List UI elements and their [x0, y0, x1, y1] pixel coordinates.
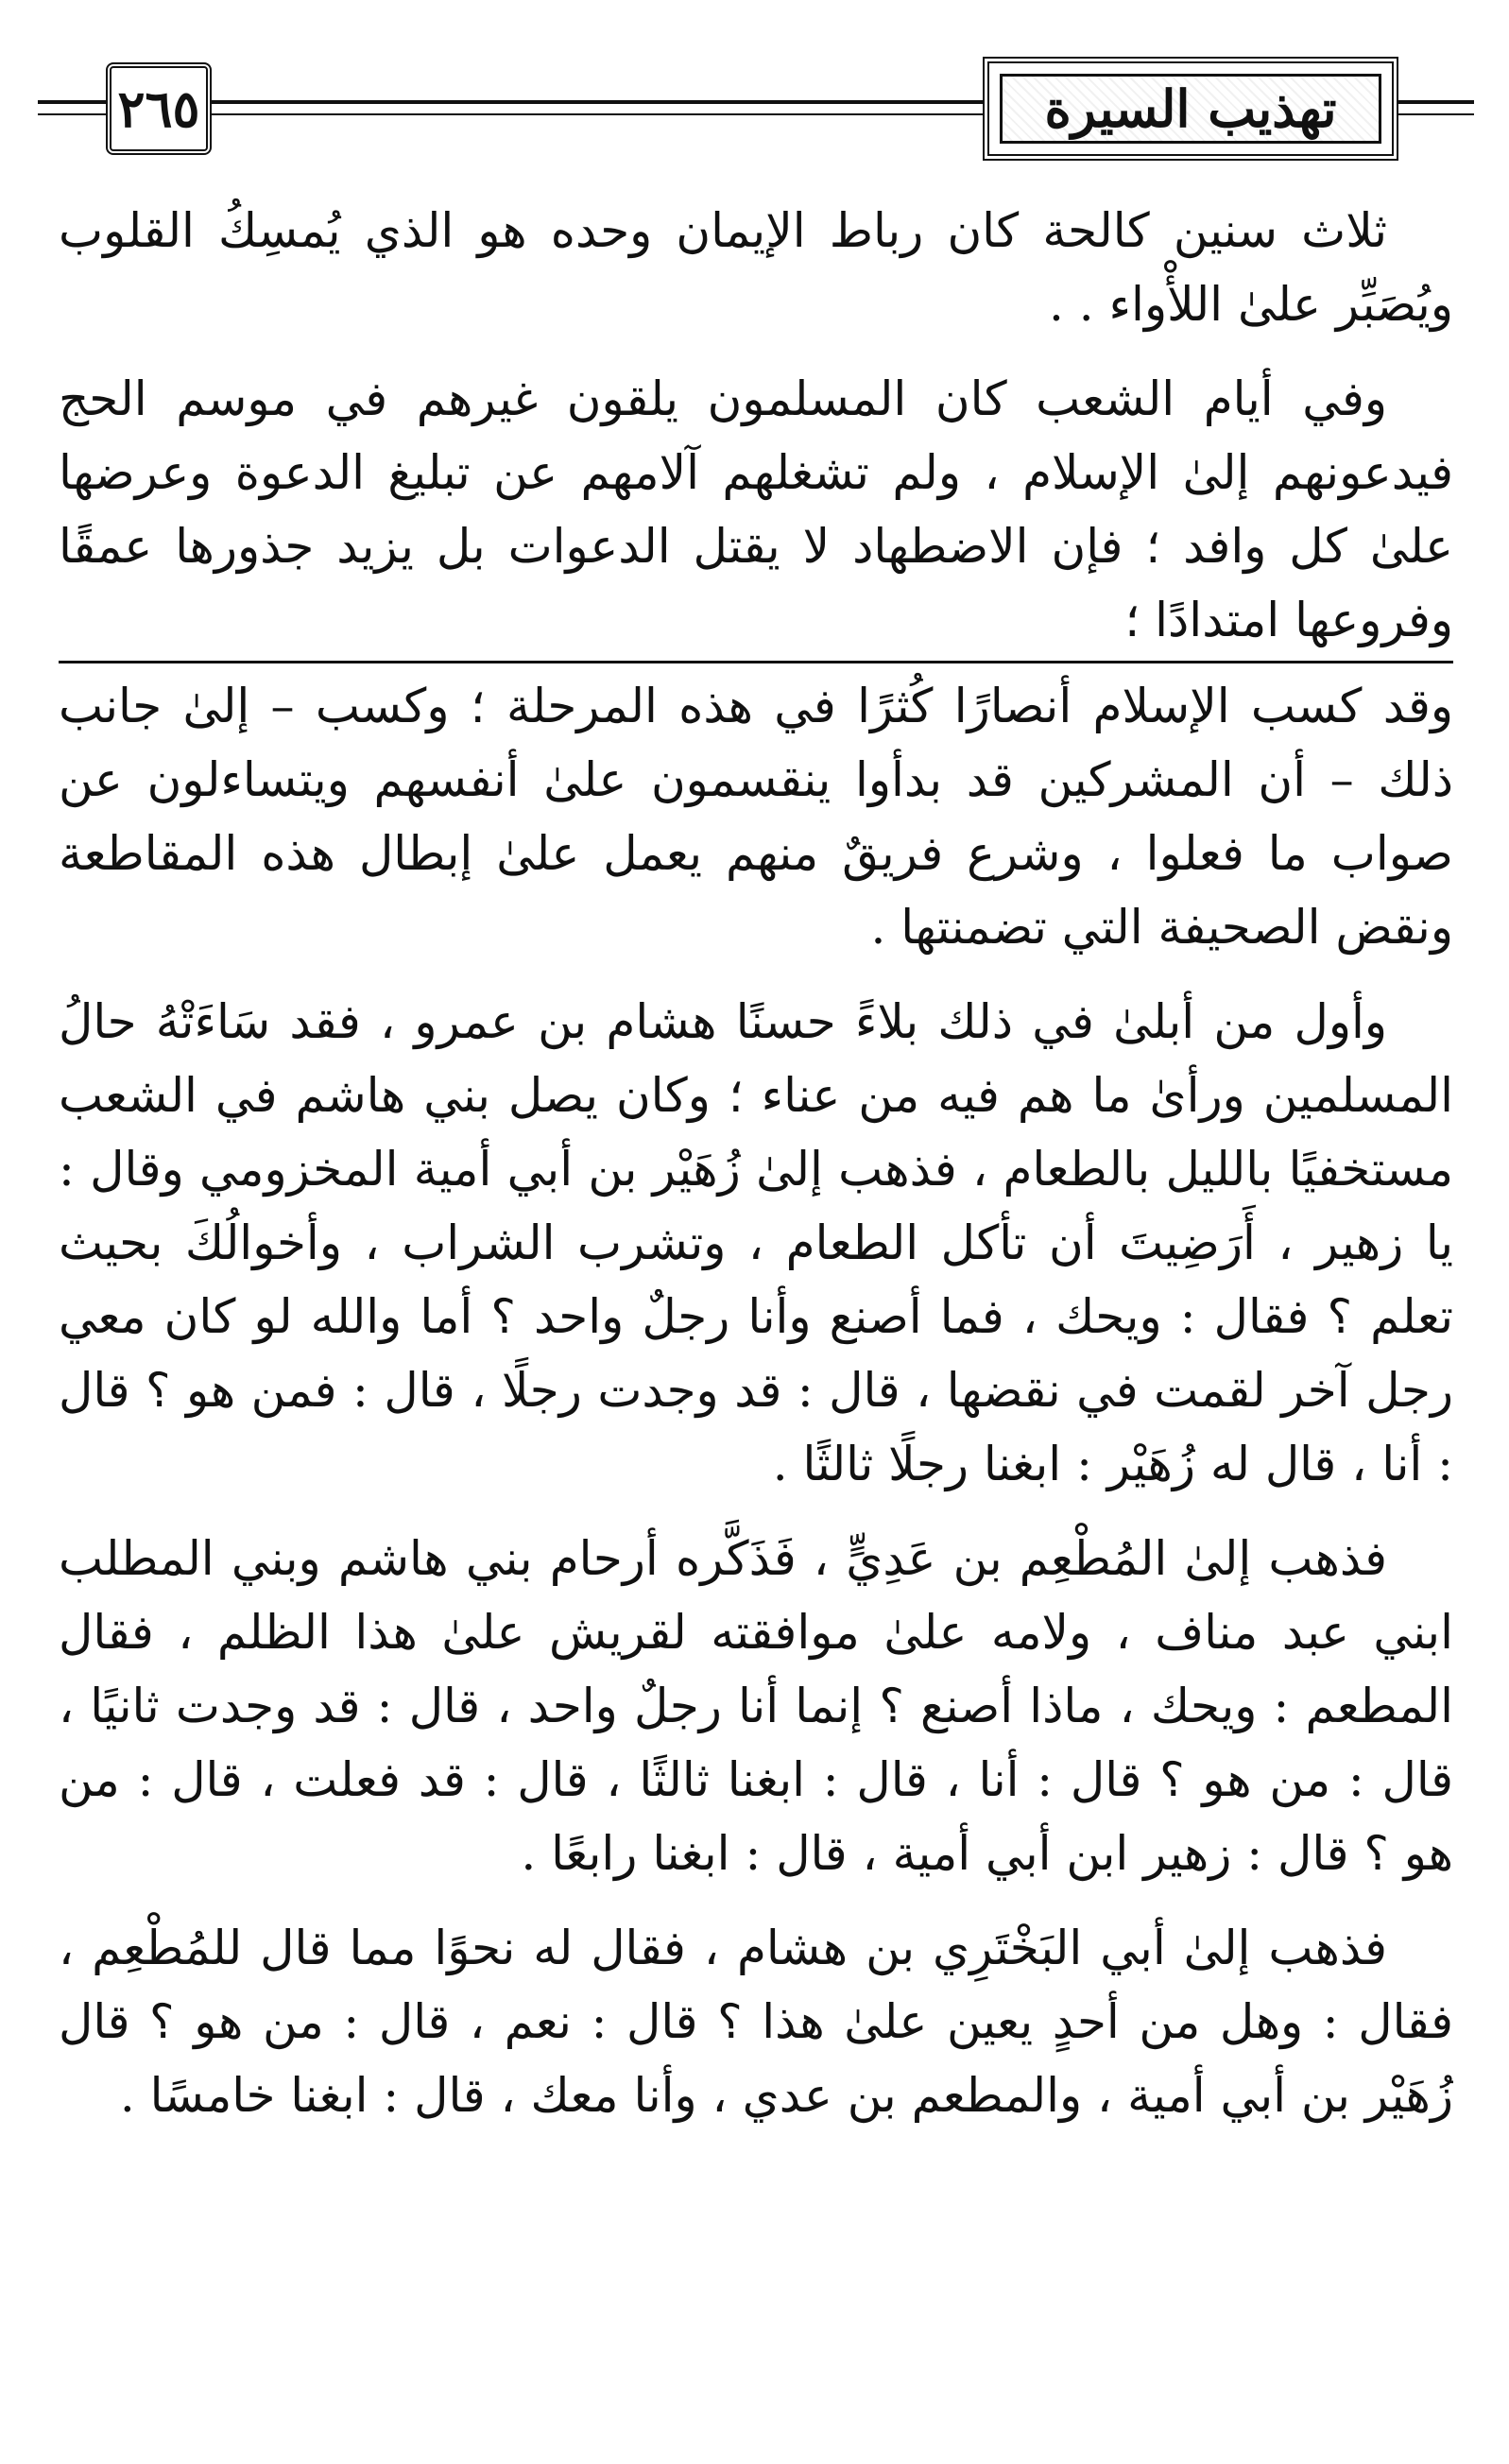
book-title-frame	[983, 57, 1398, 161]
page-number-badge	[106, 62, 212, 155]
paragraph-1: ثلاث سنين كالحة كان رباط الإيمان وحده هو الذي يُمسِكُ القلوب ويُصَبِّر علىٰ اللأْواء . .	[59, 203, 1453, 332]
paragraph-3: وقد كسب الإسلام أنصارًا كُثرًا في هذه المرحلة ؛ وكسب – إلىٰ جانب ذلك – أن المشركين قد بدأوا ينقسمون علىٰ أنفسهم ويتساءلون عن صواب ما فعلوا ، وشرع فريقٌ منهم يعمل علىٰ إبطال هذه المقاطعة ونقض الصحيفة التي تضمنتها .	[59, 679, 1453, 955]
paragraph-6: فذهب إلىٰ أبي البَخْتَرِي بن هشام ، فقال له نحوًا مما قال للمُطْعِم ، فقال : وهل من أحدٍ يعين علىٰ هذا ؟ قال : نعم ، قال : من هو ؟ قال زُهَيْر بن أبي أمية ، والمطعم بن عدي ، وأنا معك ، قال : ابغنا خامسًا .	[59, 1921, 1453, 2123]
section-divider	[59, 661, 1453, 663]
paragraph-2: وفي أيام الشعب كان المسلمون يلقون غيرهم في موسم الحج فيدعونهم إلىٰ الإسلام ، ولم تشغلهم آلامهم عن تبليغ الدعوة وعرضها علىٰ كل وافد ؛ فإن الاضطهاد لا يقتل الدعوات بل يزيد جذورها عمقًا وفروعها امتدادًا ؛	[59, 371, 1453, 647]
page-number: ٢٦٥	[117, 78, 200, 139]
book-title: تهذيب السيرة	[1044, 78, 1337, 139]
page-body	[59, 194, 1453, 2153]
paragraph-5: فذهب إلىٰ المُطْعِم بن عَدِيٍّ ، فَذَكَّره أرحام بني هاشم وبني المطلب ابني عبد مناف ، ولامه علىٰ موافقته لقريش علىٰ هذا الظلم ، فقال المطعم : ويحك ، ماذا أصنع ؟ إنما أنا رجلٌ واحد ، قال : قد وجدت ثانيًا ، قال : من هو ؟ قال : أنا ، قال : ابغنا ثالثًا ، قال : قد فعلت ، قال : من هو ؟ قال : زهير ابن أبي أمية ، قال : ابغنا رابعًا .	[59, 1531, 1453, 1881]
paragraph-4: وأول من أبلىٰ في ذلك بلاءً حسنًا هشام بن عمرو ، فقد سَاءَتْهُ حالُ المسلمين ورأىٰ ما هم فيه من عناء ؛ وكان يصل بني هاشم في الشعب مستخفيًا بالليل بالطعام ، فذهب إلىٰ زُهَيْر بن أبي أمية المخزومي وقال : يا زهير ، أَرَضِيتَ أن تأكل الطعام ، وتشرب الشراب ، وأخوالُكَ بحيث تعلم ؟ فقال : ويحك ، فما أصنع وأنا رجلٌ واحد ؟ أما والله لو كان معي رجل آخر لقمت في نقضها ، قال : قد وجدت رجلًا ، قال : فمن هو ؟ قال : أنا ، قال له زُهَيْر : ابغنا رجلًا ثالثًا .	[59, 994, 1453, 1491]
page-header	[0, 47, 1509, 180]
book-title-panel	[1000, 74, 1381, 144]
